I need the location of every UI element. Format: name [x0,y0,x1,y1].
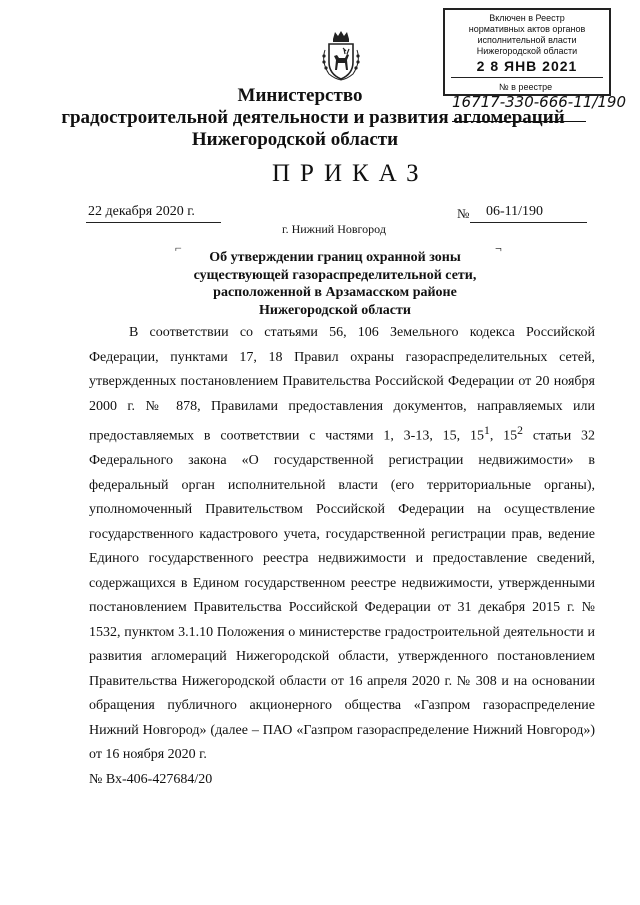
ministry-title-line-1: Министерство [237,85,363,106]
order-subject: Об утверждении границ охранной зоны существующей газораспределительной сети, расположенной в Арзамасском районе Нижегородской области [193,250,477,318]
document-type-title: ПРИКАЗ [272,160,429,187]
order-date-underline [86,222,221,223]
order-date [88,204,195,220]
stamp-line-1: Включен в Реестр [489,13,565,23]
body-text-part-1: В соответствии со статьями 56, 106 Земельного кодекса Российской Федерации, пунктами 17, 18 Правил охраны газораспределительных сетей, утвержденных постановлением Правительства Российской Федерации от 20 ноября 2000 г. № 878, Правилами предоставления документов, направляемых или предоставляемых в соответствии с частями 1, 3-13, 15, 15 [89,325,595,444]
superscript-1: 1 [484,424,490,437]
order-body [89,321,595,792]
body-text-part-2: , 15 [489,428,518,444]
order-number-underline [470,222,587,223]
superscript-2: 2 [517,424,523,437]
coat-of-arms-icon [317,30,365,82]
stamp-registry-number: 16717-330-666-11/190 [452,93,626,111]
stamp-line-3: исполнительной власти [477,35,577,45]
stamp-line-2: нормативных актов органов [468,24,586,34]
handwritten-strike-line [452,121,586,122]
stamp-registry-label: № в реестре [499,82,553,92]
stamp-line-4: Нижегородской области [476,46,578,56]
order-number: 06-11/190 [486,204,544,219]
ministry-title-line-3: Нижегородской области [191,129,399,150]
subject-corner-left: ⌐ [175,241,182,255]
subject-corner-right: ¬ [495,241,502,255]
body-paragraph [89,321,595,768]
body-last-line: № Вх-406-427684/20 [89,771,213,787]
order-number-sign: № [457,206,470,221]
city: г. Нижний Новгород [282,222,386,236]
ministry-title-line-2: градостроительной деятельности и развития агломераций [61,107,565,128]
body-text-part-3: статьи 32 Федерального закона «О государственной регистрации недвижимости» в федеральный орган исполнительной власти (его территориальные органы), уполномоченный Правительством Российской Федерации на осуществление государственного кадастрового учета, государственной регистрации прав, ведение Единого государственного реестра недвижимости и предоставление сведений, содержащихся в Едином государственном реестре недвижимости, утвержденными постановлением Правительства Российской Федерации от 31 декабря 2015 г. № 1532, пунктом 3.1.10 Положения о министерстве градостроительной деятельности и развития агломераций Нижегородской области, утвержденного постановлением Правительства Нижегородской области от 16 апреля 2020 г. № 308 и на основании обращения публичного акционерного общества «Газпром газораспределение Нижний Новгород» (далее – ПАО «Газпром газораспределение Нижний Новгород») от 16 ноября 2020 г. [89,428,596,763]
stamp-divider [451,77,603,78]
order-date-text: 22 декабря 2020 г. [88,204,195,219]
stamp-date: 2 8 ЯНВ 2021 [476,58,578,74]
